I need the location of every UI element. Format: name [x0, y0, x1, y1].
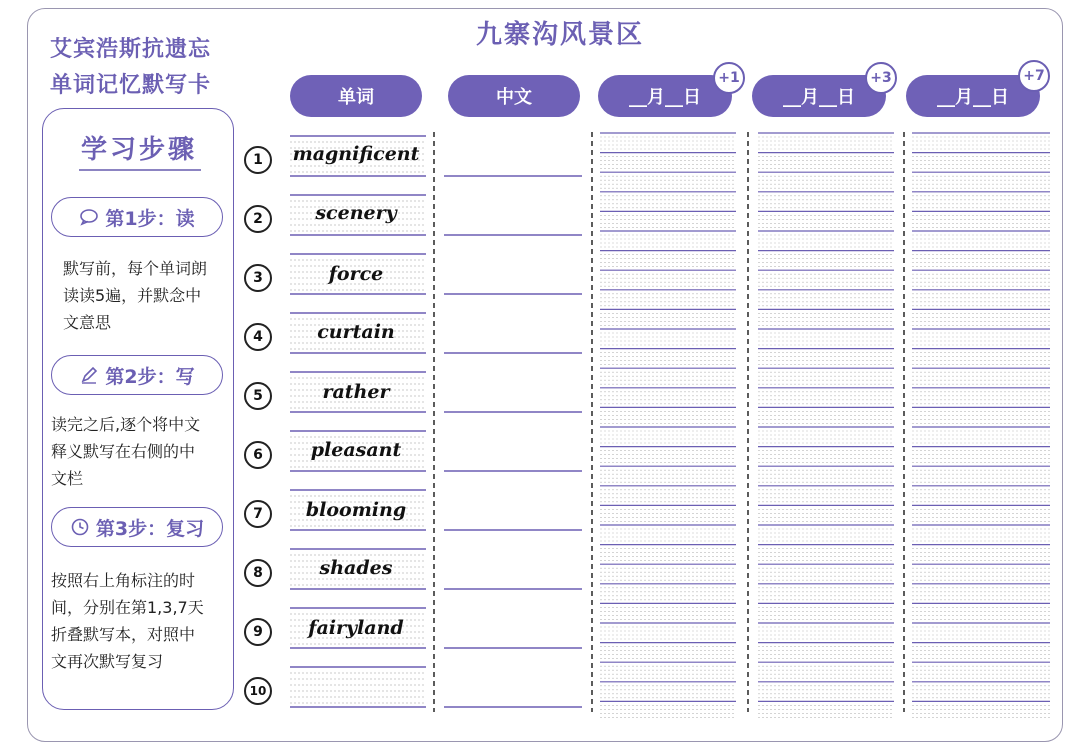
- step-1-desc-line: 默写前，每个单词朗: [63, 259, 208, 278]
- row-number: 3: [244, 264, 272, 292]
- step-1-label: 第1步：读: [105, 207, 195, 230]
- review-badge-1: +1: [713, 62, 745, 94]
- word-entry: rather: [322, 381, 390, 403]
- row-number: 9: [244, 618, 272, 646]
- step-3-desc-line: 文再次默写复习: [51, 652, 164, 671]
- steps-title: 学习步骤: [80, 135, 197, 165]
- row-number: 10: [244, 677, 272, 705]
- word-entry: fairyland: [308, 617, 404, 639]
- step-2-desc-line: 文栏: [51, 469, 84, 488]
- step-3-desc-line: 按照右上角标注的时: [51, 571, 196, 590]
- step-2-desc-line: 释义默写在右侧的中: [51, 442, 196, 461]
- step-2-desc-line: 读完之后,逐个将中文: [51, 415, 201, 434]
- row-number: 4: [244, 323, 272, 351]
- row-number: 6: [244, 441, 272, 469]
- app-title-line-2: 单词记忆默写卡: [50, 73, 212, 98]
- step-3-label: 第3步：复习: [95, 517, 205, 540]
- step-1-desc-line: 文意思: [63, 313, 112, 332]
- step-3-desc-line: 间，分别在第1,3,7天: [51, 598, 204, 617]
- column-header-label: 中文: [496, 87, 532, 108]
- row-number: 8: [244, 559, 272, 587]
- row-number: 7: [244, 500, 272, 528]
- page-title: 九寨沟风景区: [475, 20, 644, 50]
- word-entry: shades: [319, 557, 393, 579]
- step-3-desc-line: 折叠默写本，对照中: [51, 625, 196, 644]
- word-entry: force: [328, 263, 384, 285]
- review-badge-3: +3: [865, 62, 897, 94]
- word-entry: scenery: [315, 202, 397, 224]
- app-title-line-1: 艾宾浩斯抗遗忘: [50, 37, 212, 62]
- column-header-label: __月__日: [629, 87, 701, 108]
- word-entry: curtain: [317, 321, 395, 343]
- column-header-label: 单词: [338, 87, 374, 108]
- column-header-label: __月__日: [783, 87, 855, 108]
- word-entry: magnificent: [292, 143, 420, 165]
- step-1-desc-line: 读读5遍，并默念中: [63, 286, 202, 305]
- word-entry: pleasant: [310, 439, 402, 461]
- review-badge-7: +7: [1018, 60, 1050, 92]
- row-number: 1: [244, 146, 272, 174]
- step-2-label: 第2步：写: [105, 365, 195, 388]
- row-number: 5: [244, 382, 272, 410]
- column-header-label: __月__日: [937, 87, 1009, 108]
- row-number: 2: [244, 205, 272, 233]
- word-entry: blooming: [305, 499, 407, 521]
